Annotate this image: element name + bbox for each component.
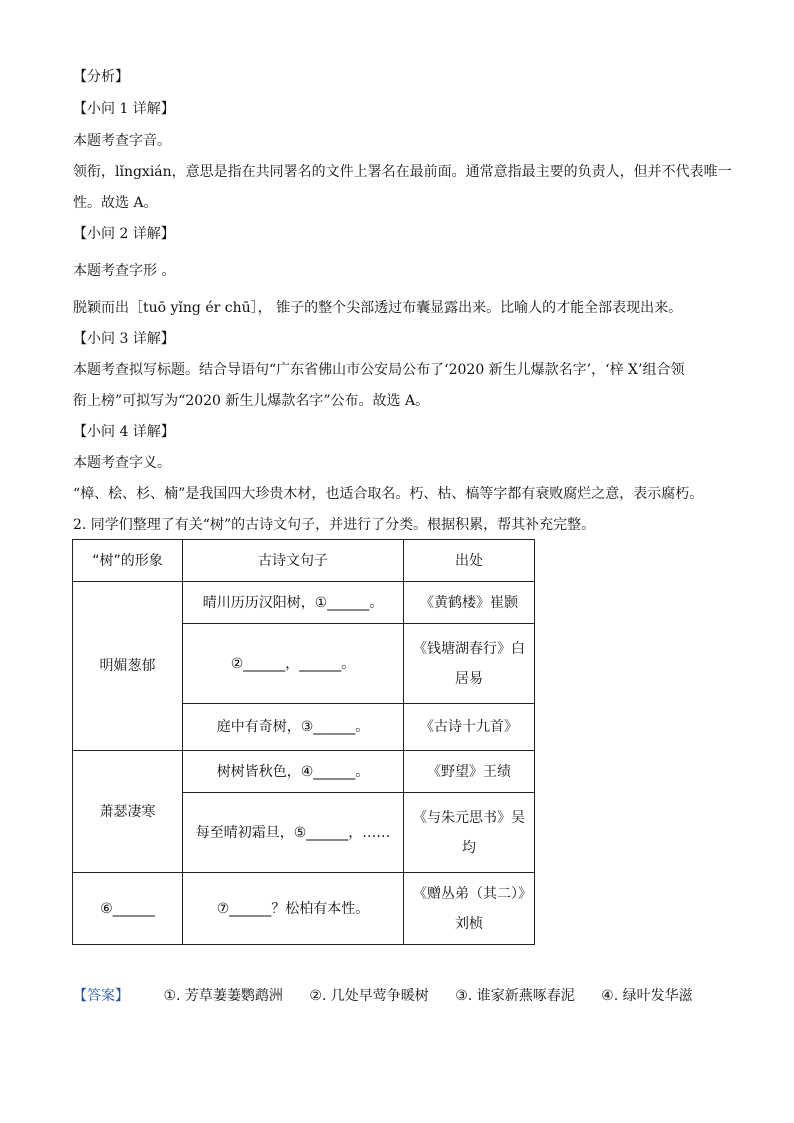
sentence-cell: 晴川历历汉阳树，①______。 [183,582,404,624]
q1-heading: 【小问 1 详解】 [73,101,175,117]
group-label-bleak: 萧瑟凄寒 [73,751,183,873]
table-row [73,751,535,793]
source-cell: 《黄鹤楼》崔颢 [404,582,535,624]
sentence-cell: 树树皆秋色，④______。 [183,751,404,793]
sentence-cell: 每至晴初霜旦，⑤______，…… [183,793,404,873]
q1-text-1: 本题考查字音。 [73,133,171,149]
table-row [73,873,535,945]
question2-prompt: 2. 同学们整理了有关“树”的古诗文句子，并进行了分类。根据积累，帮其补充完整。 [73,517,596,533]
q3-text-2: 衔上榜”可拟写为“2020 新生儿爆款名字”公布。故选 A。 [73,393,430,409]
sentence-cell: ②______，______。 [183,624,404,704]
header-source: 出处 [404,540,535,582]
source-cell: 《钱塘湖春行》白居易 [404,624,535,704]
header-image: “树”的形象 [73,540,183,582]
q4-text-2: “樟、桧、杉、楠”是我国四大珍贵木材，也适合取名。朽、枯、槁等字都有衰败腐烂之意，表示腐朽。 [73,486,704,502]
answer-item: ③. 谁家新燕啄春泥 [455,988,575,1004]
header-sentence: 古诗文句子 [183,540,404,582]
source-cell: 《赠丛弟（其二）》刘桢 [404,873,535,945]
sentence-cell: ⑦______？松柏有本性。 [183,873,404,945]
answer-item: ②. 几处早莺争暖树 [309,988,429,1004]
answer-line [73,986,715,1006]
q4-heading: 【小问 4 详解】 [73,424,175,440]
answer-item: ①. 芳草萋萋鹦鹉洲 [163,988,283,1004]
q2-heading: 【小问 2 详解】 [73,226,175,242]
sentence-cell: 庭中有奇树，③______。 [183,704,404,751]
analysis-heading: 【分析】 [73,69,129,85]
q3-heading: 【小问 3 详解】 [73,331,175,347]
group-label-blank: ⑥______ [73,873,183,945]
q1-text-2: 领衔，lǐngxián，意思是指在共同署名的文件上署名在最前面。通常意指最主要的负责人，但并不代表唯一 [73,164,732,180]
source-cell: 《古诗十九首》 [404,704,535,751]
answer-tag: 【答案】 [73,988,129,1004]
table-row [73,582,535,624]
q1-text-3: 性。故选 A。 [73,195,158,211]
q3-text-1: 本题考查拟写标题。结合导语句“广东省佛山市公安局公布了‘2020 新生儿爆款名字’，‘梓 X’组合领 [73,362,685,378]
q4-text-1: 本题考查字义。 [73,455,171,471]
q2-text-1: 本题考查字形 。 [73,263,176,279]
source-cell: 《野望》王绩 [404,751,535,793]
answer-item: ④. 绿叶发华滋 [601,988,693,1004]
tree-poetry-table [72,539,535,945]
group-label-bright: 明媚葱郁 [73,582,183,751]
q2-text-2: 脱颖而出［tuō yǐng ér chū］， 锥子的整个尖部透过布囊显露出来。比喻人的才能全部表现出来。 [73,300,683,316]
source-cell: 《与朱元思书》吴均 [404,793,535,873]
table-header-row [73,540,535,582]
